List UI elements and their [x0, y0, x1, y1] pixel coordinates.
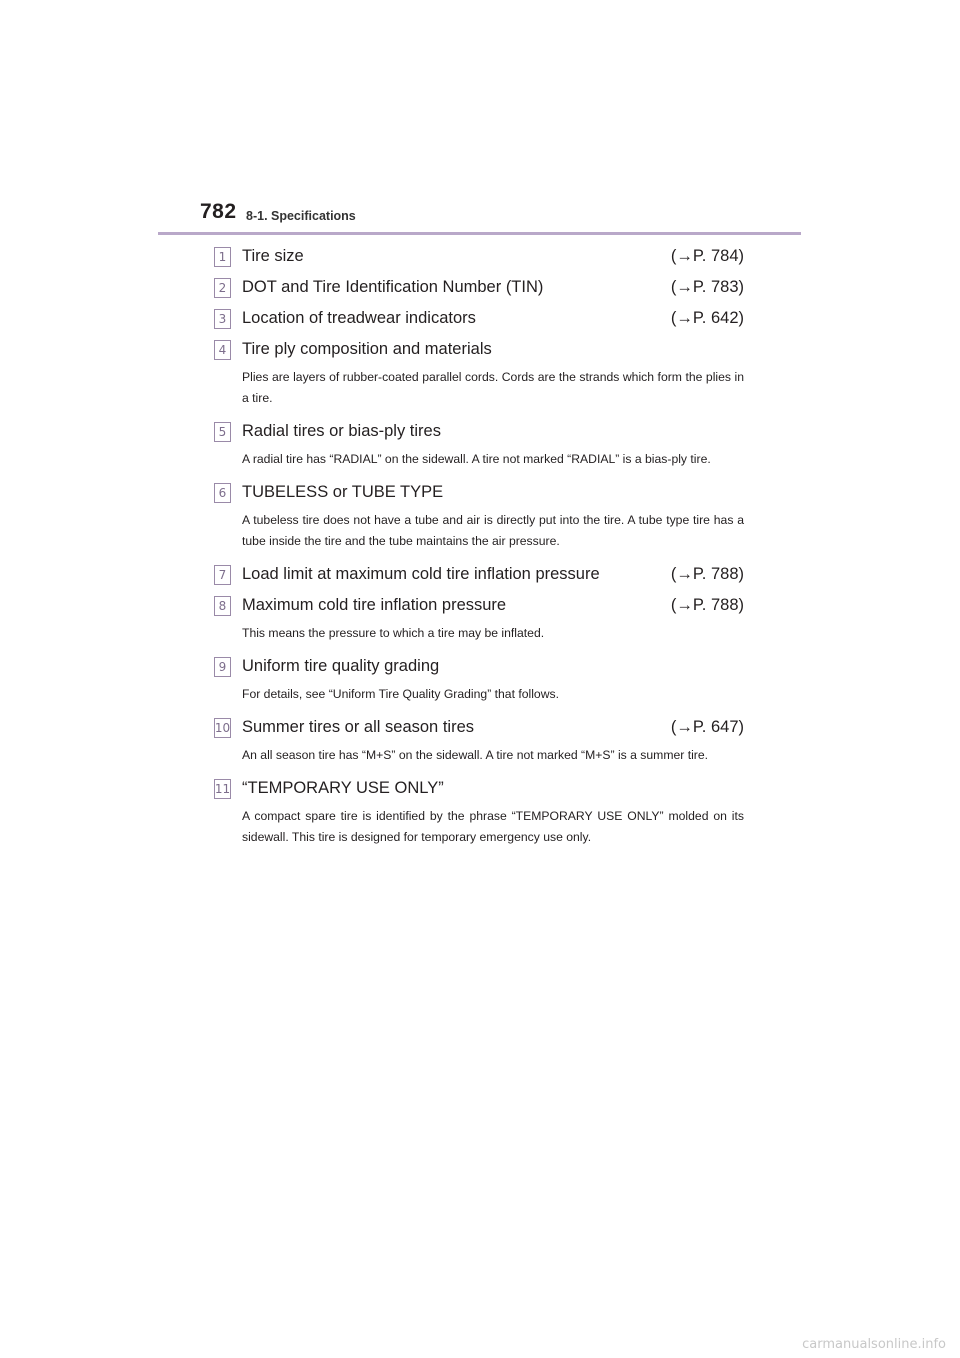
item-description: A radial tire has “RADIAL” on the sidewall. A tire not marked “RADIAL” is a bias-ply tire. — [242, 452, 711, 466]
spec-item — [214, 712, 744, 766]
spec-item-list — [214, 241, 744, 855]
item-title: TUBELESS or TUBE TYPE — [242, 483, 444, 501]
spec-item — [214, 559, 744, 590]
spec-item — [214, 272, 744, 303]
item-number-badge: 7 — [214, 565, 231, 585]
item-number-badge: 1 — [214, 247, 231, 267]
item-title: Radial tires or bias-ply tires — [242, 422, 441, 440]
item-number-badge: 11 — [214, 779, 231, 799]
spec-item — [214, 477, 744, 552]
item-number-badge: 9 — [214, 657, 231, 677]
item-title: DOT and Tire Identification Number (TIN) — [242, 278, 544, 296]
item-number-badge: 8 — [214, 596, 231, 616]
page-reference-link[interactable]: (→P. 647) — [670, 718, 744, 736]
page-reference-link[interactable]: (→P. 642) — [670, 309, 744, 327]
header-rule — [158, 232, 801, 235]
item-title: Location of treadwear indicators — [242, 309, 476, 327]
item-title: Tire ply composition and materials — [242, 340, 492, 358]
watermark: carmanualsonline.info — [802, 1337, 946, 1352]
spec-item — [214, 651, 744, 705]
item-description: A tubeless tire does not have a tube and air is directly put into the tire. A tube type tire has a tube inside the tire and the tube maintains the air pressure. — [242, 513, 744, 548]
spec-item — [214, 334, 744, 409]
section-title: 8-1. Specifications — [246, 209, 356, 223]
item-description: An all season tire has “M+S” on the sidewall. A tire not marked “M+S” is a summer tire. — [242, 748, 709, 762]
item-description: This means the pressure to which a tire may be inflated. — [242, 626, 545, 640]
item-number-badge: 3 — [214, 309, 231, 329]
item-title: Uniform tire quality grading — [242, 657, 440, 675]
item-number-badge: 5 — [214, 422, 231, 442]
item-title: Maximum cold tire inflation pressure — [242, 596, 507, 614]
page-reference-link[interactable]: (→P. 783) — [670, 278, 744, 296]
spec-item — [214, 773, 744, 848]
item-description: For details, see “Uniform Tire Quality Grading” that follows. — [242, 687, 559, 701]
item-title: Load limit at maximum cold tire inflation pressure — [242, 565, 600, 583]
item-title: Tire size — [242, 247, 304, 265]
item-number-badge: 6 — [214, 483, 231, 503]
page-reference-link[interactable]: (→P. 788) — [670, 565, 744, 583]
spec-item — [214, 416, 744, 470]
item-title: Summer tires or all season tires — [242, 718, 474, 736]
item-number-badge: 2 — [214, 278, 231, 298]
item-number-badge: 4 — [214, 340, 231, 360]
page-reference-link[interactable]: (→P. 788) — [670, 596, 744, 614]
item-description: Plies are layers of rubber-coated parallel cords. Cords are the strands which form the plies in a tire. — [242, 370, 744, 405]
item-number-badge: 10 — [214, 718, 231, 738]
page-reference-link[interactable]: (→P. 784) — [670, 247, 744, 265]
page-number: 782 — [200, 200, 237, 223]
spec-item — [214, 241, 744, 272]
spec-item — [214, 303, 744, 334]
spec-item — [214, 590, 744, 644]
item-title: “TEMPORARY USE ONLY” — [242, 779, 444, 797]
item-description: A compact spare tire is identified by the phrase “TEMPORARY USE ONLY” molded on its sidewall. This tire is designed for temporary emergency use only. — [242, 809, 744, 844]
